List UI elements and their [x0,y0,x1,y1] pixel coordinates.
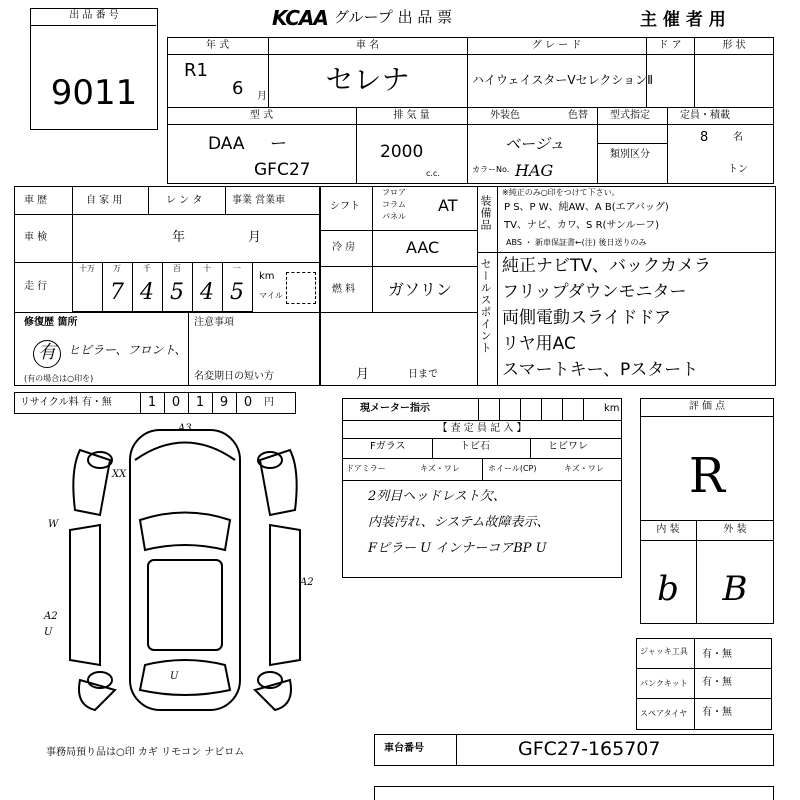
expiry-day: 日まで [408,369,438,380]
name-label: 車 名 [355,40,380,51]
puncture-value: 有・無 [702,677,732,688]
organizer-use: 主 催 者 用 [640,10,726,30]
sales-point: スマートキー、Pスタート [502,360,699,380]
model-code: GFC27 [254,160,311,180]
grade-label: グ レ ー ド [531,40,582,51]
inspection-month: 月 [248,230,262,245]
color-no-value: HAG [515,161,554,180]
jack-label: ジャッキ工具 [640,647,688,656]
ac-value: AAC [406,238,440,257]
mileage-unit-label: 千 [143,264,151,273]
grade-score: R [688,448,726,504]
recycle-digit: 0 [171,395,181,410]
shift-column: コラム [382,200,406,209]
cc-unit: c.c. [426,169,440,178]
shift-label: シフト [330,201,360,212]
inspector-label: 【 査 定 員 記 入 】 [437,423,527,434]
mileage-unit-label: 十万 [79,264,95,273]
sales-point: リヤ用AC [502,334,576,354]
mileage-digit: 7 [110,280,124,305]
expiry-month: 月 [356,367,370,382]
f-glass-label: Fガラス [370,441,406,452]
sheet-title: グループ 出 品 票 [334,8,453,26]
mark-a2-left: A2 [44,611,58,622]
interior-label: 内 装 [656,524,680,535]
meter-cell-divider [541,398,542,420]
fuel-label: 燃 料 [332,284,356,295]
comment-line2: 内装汚れ、システム故障表示、 [368,515,550,530]
repair-label: 修復歴 箇所 [24,317,78,328]
meter-label: 現メーター指示 [360,403,430,414]
meter-unit: km [604,403,620,414]
mile-box [286,272,316,304]
meter-cell-divider [562,398,563,420]
kcaa-logo: KCAA [272,6,328,30]
grade-value: ハイウェイスターVセレクションⅡ [472,73,654,87]
shift-floor: フロア [382,188,406,197]
mark-a3: A3 [178,423,192,434]
repair-value: 有 [38,342,56,363]
ac-label: 冷 房 [332,242,356,253]
interior-grade: b [657,569,679,609]
mark-xx: XX [112,469,127,480]
shift-panel: パネル [382,212,406,221]
chip-label: トビ石 [460,441,490,452]
displacement-label: 排 気 量 [393,110,430,121]
capacity-value: 8 [700,130,709,145]
notes-label: 注意事項 [194,317,234,328]
doors-label: ド ア [658,40,682,51]
lot-number-label: 出 品 番 号 [69,10,119,21]
history-rental: レ ン タ [166,195,203,206]
crack-label: ヒビワレ [548,441,588,452]
recycle-label: リサイクル料 有・無 [20,397,112,408]
color-no-label: カラーNo. [472,165,510,174]
mark-w: W [48,519,59,530]
name-change-label: 名変期日の短い方 [194,371,274,382]
year-label: 年 式 [205,40,230,51]
options-label: 装備品 [479,195,492,231]
model-prefix: DAA [208,134,245,154]
mile-label: マイル [259,291,283,300]
mileage-unit-label: 万 [113,264,121,273]
wheel-label: ホイール(CP) [488,464,537,473]
car-condition-diagram [40,420,330,720]
fuel-value: ガソリン [388,280,453,299]
exterior-color-label: 外装色 [490,110,520,121]
inspection-label: 車 検 [24,232,48,243]
wheel-value: キズ・ワレ [564,464,604,473]
type-designation-label: 型式指定 [610,110,650,121]
recycle-unit: 円 [264,397,274,408]
repair-detail: ヒピラー、フロント、 [68,343,187,357]
recycle-digit: 0 [243,395,253,410]
next-row-edge [374,786,774,800]
spare-label: スペアタイヤ [640,709,688,718]
sales-points-label: セールスポイント [479,258,492,354]
exterior-grade: B [722,569,748,609]
displacement-value: 2000 [380,142,424,162]
chassis-label: 車台番号 [384,743,424,754]
puncture-label: パンクキット [640,679,688,688]
mark-u-left: U [44,627,53,638]
load-unit: トン [728,164,748,175]
model-label: 型 式 [249,110,274,121]
door-mirror-label: ドアミラー [346,464,386,473]
history-business: 事業 営業車 [232,195,286,206]
mileage-digit: 5 [230,280,244,305]
jack-value: 有・無 [702,649,732,660]
shift-value: AT [438,196,458,215]
options-note: ※純正のみ○印をつけて下さい。 [502,188,620,197]
meter-cell-divider [478,398,479,420]
year-month: 6 [232,78,244,99]
chassis-number: GFC27-165707 [518,738,661,760]
capacity-label: 定員・積載 [680,110,730,121]
door-mirror-value: キズ・ワレ [420,464,460,473]
vehicle-name: セレナ [325,63,410,96]
repair-note: (有の場合は○印を) [24,374,94,383]
mark-a2-right: A2 [300,577,314,588]
sales-point: 両側電動スライドドア [502,308,671,328]
sales-point: フリップダウンモニター [502,282,687,302]
office-note: 事務局預り品は○印 カギ リモコン ナビロム [46,747,245,758]
lot-number: 9011 [50,73,138,113]
history-private: 自 家 用 [86,195,123,206]
category-label: 類別区分 [610,149,650,160]
color-change-label: 色替 [568,110,588,121]
body-label: 形 状 [722,40,746,51]
meter-cell-divider [499,398,500,420]
comment-line1: 2列目ヘッドレスト欠、 [368,489,506,504]
model-dash: ー [270,134,287,154]
mileage-digit: 4 [140,280,154,305]
recycle-digit: 1 [147,395,157,410]
capacity-unit: 名 [733,132,743,143]
exterior-label: 外 装 [723,524,747,535]
month-unit: 月 [257,91,267,102]
meter-cell-divider [583,398,584,420]
year-era: R1 [184,60,208,81]
mileage-digit: 5 [170,280,184,305]
options-line2: TV、ナビ、カワ、S R(サンルーフ) [504,220,660,231]
spare-value: 有・無 [702,707,732,718]
mileage-unit-label: 十 [203,264,211,273]
repair-circle [33,340,61,368]
mileage-unit-label: 一 [233,264,241,273]
recycle-digit: 9 [219,395,229,410]
inspection-year: 年 [172,230,186,245]
grade-label: 評 価 点 [688,401,726,412]
sales-point: 純正ナビTV、バックカメラ [502,256,712,276]
mileage-digit: 4 [200,280,214,305]
recycle-digit: 1 [195,395,205,410]
meter-cell-divider [520,398,521,420]
mileage-unit-label: 百 [173,264,181,273]
mark-u-bottom: U [170,671,179,682]
exterior-color-value: ベージュ [505,135,565,153]
history-label: 車 歴 [24,195,48,206]
options-line3: ABS ・ 新車保証書←(注) 後日送りのみ [506,238,647,247]
comment-line3: Fピラー U インナーコアBP U [368,541,547,556]
options-line1: P S、P W、純AW、A B(エアバッグ) [504,202,669,213]
mileage-label: 走 行 [24,281,48,292]
km-label: km [259,271,275,282]
